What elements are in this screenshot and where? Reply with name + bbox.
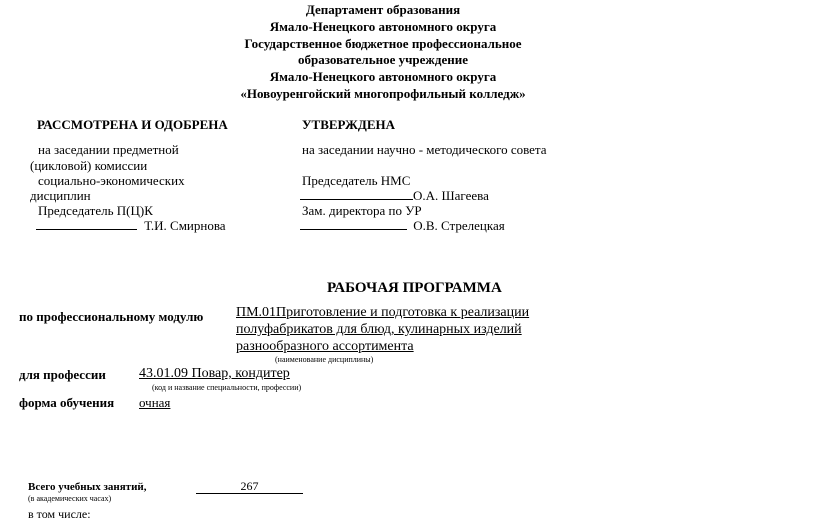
- confirmed-heading: УТВЕРЖДЕНА: [302, 117, 396, 132]
- module-label: по профессиональному модулю: [19, 309, 204, 324]
- left-line-2: (цикловой) комиссии: [30, 158, 148, 173]
- header-line-2: Ямало-Ненецкого автономного округа: [269, 18, 497, 34]
- left-line-4: дисциплин: [30, 188, 91, 203]
- hours-label: Всего учебных занятий,: [28, 481, 147, 493]
- form-value: очная: [139, 395, 171, 410]
- institution-header: [0, 2, 766, 103]
- signature-line: [300, 218, 407, 230]
- profession-label: для профессии: [19, 367, 106, 382]
- program-title: РАБОЧАЯ ПРОГРАММА: [327, 280, 502, 296]
- right-chair-signature-row: [300, 188, 489, 204]
- hours-caption: (в академических часах): [28, 494, 112, 503]
- right-deputy-name: О.В. Стрелецкая: [413, 218, 505, 233]
- left-signature-name: Т.И. Смирнова: [144, 218, 226, 233]
- right-deputy-title: Зам. директора по УР: [302, 203, 422, 218]
- header-line-1: Департамент образования: [305, 2, 461, 17]
- right-chair-title: Председатель НМС: [302, 173, 411, 188]
- left-line-1: на заседании предметной: [38, 142, 179, 157]
- hours-value: 267: [196, 479, 303, 494]
- form-label: форма обучения: [19, 395, 115, 410]
- module-line-1: ПМ.01Приготовление и подготовка к реализации: [236, 305, 530, 320]
- signature-line: [300, 188, 413, 200]
- header-line-4: образовательное учреждение: [298, 52, 468, 68]
- profession-caption: (код и название специальности, профессии): [152, 383, 302, 392]
- signature-line: [36, 218, 137, 230]
- right-line-1: на заседании научно - методического совета: [302, 142, 547, 157]
- right-chair-name: О.А. Шагеева: [413, 188, 489, 203]
- approved-heading: РАССМОТРЕНА И ОДОБРЕНА: [37, 117, 228, 132]
- module-caption: (наименование дисциплины): [275, 355, 374, 364]
- left-chair-title: Председатель П(Ц)К: [38, 203, 153, 218]
- right-deputy-signature-row: [300, 218, 505, 234]
- profession-value: 43.01.09 Повар, кондитер: [139, 366, 290, 381]
- left-signature-row: [36, 218, 226, 234]
- module-line-3: разнообразного ассортимента: [236, 339, 414, 354]
- header-line-3: Государственное бюджетное профессиональное: [244, 35, 522, 51]
- header-line-6: «Новоуренгойский многопрофильный колледж»: [240, 85, 526, 101]
- header-line-5: Ямало-Ненецкого автономного округа: [269, 69, 497, 85]
- left-line-3: социально-экономических: [38, 173, 185, 188]
- hours-including: в том числе:: [28, 507, 91, 521]
- module-line-2: полуфабрикатов для блюд, кулинарных изделий: [236, 322, 522, 337]
